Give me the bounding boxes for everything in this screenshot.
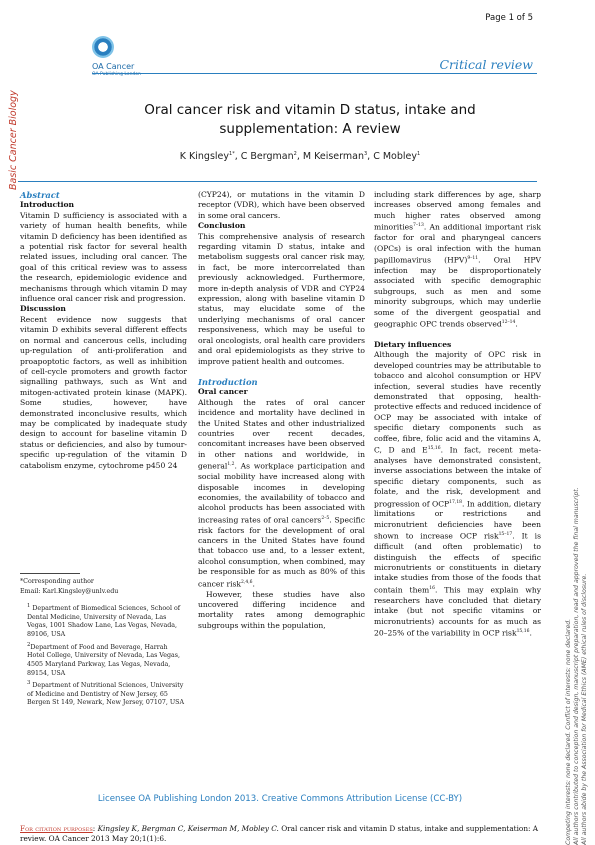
affiliation-sup: 3	[27, 680, 31, 687]
citation-authors: Kingsley K, Bergman C, Keiserman M, Mobley C.	[97, 824, 279, 833]
affiliation-text: Department of Nutritional Sciences, University of Medicine and Dentistry of New Jersey, 65 Bergen St 149, Newark, New Jersey, 07107, USA	[27, 682, 185, 707]
citation-ref: 15,16	[427, 445, 441, 451]
citation-label[interactable]: For citation purposes	[20, 824, 93, 833]
citation-ref: 2,4,6	[241, 579, 253, 585]
author-affil-sup: 1	[417, 151, 421, 157]
citation-ref: 2–5	[321, 515, 330, 521]
abstract-discussion-text: Recent evidence now suggests that vitamin D exhibits several different effects on normal and cancerous cells, including up-regulation of anti-proliferation and proapoptotic factors, as well as inhibition of cell-cycle promoters and growth factor signalling pathways, such as Wnt and mitogen-activated protein kinase (MAPK). Some studies, however, have demonstrated inconclusive results, which may be complicated by inadequate study design to account for baseline vitamin D status or deficiencies, and also by tumour-specific up-regulation of the vitamin D catabolism enzyme, cytochrome p450 24	[20, 314, 187, 470]
text-run: . Specific risk factors for the development of oral cancers in the United States have found that tobacco use and, to a lesser extent, alcohol consumption, when combined, may be responsible for as much as 80% of this cancer risk	[198, 515, 365, 589]
text-run: . This may explain why researchers have concluded that dietary intake (but not specific vitamins or micronutrients) accounts for as much as 20–25% of the variability in OCP risk	[374, 585, 541, 638]
affiliation-1	[20, 602, 187, 639]
footnotes	[20, 573, 187, 709]
category-label	[8, 60, 20, 190]
logo-name: OA Cancer	[92, 62, 135, 71]
spacer	[198, 367, 365, 377]
affiliation-2	[20, 641, 187, 678]
abstract-column	[20, 190, 187, 471]
journal-logo	[92, 36, 182, 77]
author-affil-sup: 1*	[229, 151, 235, 157]
affiliation-3	[20, 679, 187, 708]
citation-ref: 15,16	[516, 628, 530, 634]
citation-ref: 15–17	[498, 532, 513, 538]
citation-ref: 9–11	[467, 255, 479, 261]
body-paragraph: However, these studies have also uncovered differing incidence and mortality rates among demographic subgroups within the population,	[198, 589, 365, 630]
text-run: including stark differences by age, sharp increases observed among females and much higher rates observed among minorities	[374, 190, 541, 232]
abstract-discussion-heading: Discussion	[20, 304, 66, 314]
body-paragraph: Although the majority of OPC risk in developed countries may be attributable to tobacco and alcohol consumption or HPV infection, several studies have recently demonstrated that opposing, health-protective effects and reduced incidence of OCP may be associated with intake of specific dietary components such as coffee, fibre, folic acid and the vitamins A, C, D and E$^{15,16}$. In fact, recent meta-analyses have demonstrated consistent, inverse associations between the intake of specific dietary components, such as folate, and the risk, development and progression of OCP$^{17,18}$. In addition, dietary limitations or restrictions and micronutrient deficiencies have been shown to increase OCP risk$^{15-17}$. It is difficult (and often problematic) to distinguish the effects of specific micronutrients or constituents in dietary intake studies from those of the foods that contain them$^{16}$. This may explain why researchers have concluded that dietary intake (but not specific vitamins or micronutrients) accounts for as much as 20–25% of the variability in OCP risk$^{15,16}$.	[374, 350, 542, 638]
affiliation-sup: 1	[27, 603, 31, 610]
text-run: . Oral HPV infection may be disproportionately associated with specific demographic subgroups, such as men and some minority subgroups, which may underlie some of the divergent geospatial and geographic OPC trends observed	[374, 255, 541, 329]
abstract-discussion-cont: (CYP24), or mutations in the vitamin D receptor (VDR), which have been observed in some oral cancers.	[198, 190, 365, 220]
abstract-intro-heading: Introduction	[20, 200, 75, 210]
author-affil-sup: 2	[293, 151, 297, 157]
citation-ref: 7–13	[413, 223, 424, 229]
article-title: Oral cancer risk and vitamin D status, intake and supplementation: A review	[144, 102, 476, 137]
license-line: Licensee OA Publishing London 2013. Creative Commons Attribution License (CC-BY)	[97, 794, 463, 804]
author-list: K Kingsley$^{1*}$, C Bergman$^2$, M Keiserman$^3$, C Mobley$^1$	[179, 151, 421, 163]
text-run: . It is difficult (and often problematic) to distinguish the effects of specific micronutrients or constituents in dietary intake studies from those of the foods that contain them	[374, 531, 541, 595]
abstract-conclusion-text: This comprehensive analysis of research regarding vitamin D status, intake and metabolism suggests oral cancer risk may, in fact, be more intercorrelated than previously acknowledged. Furthermore, more in-depth analysis of VDR and CYP24 expression, along with baseline vitamin D status, may elucidate some of the underlying mechanisms of oral cancer responsiveness, which may be useful to oral oncologists, oral health care providers and oral epidemiologists as they strive to improve patient health and outcomes.	[198, 231, 365, 366]
citation-ref: 12–14	[501, 319, 516, 325]
author-name: C Bergman	[240, 151, 294, 163]
text-run: . In addition, dietary limitations or restrictions and micronutrient deficiencies have been shown to increase OCP risk	[374, 499, 541, 541]
text-run: . An additional important risk factor for oral and pharyngeal cancers (OPCs) is oral infection with the human papillomavirus (HPV)	[374, 222, 541, 265]
body-paragraph: Although the rates of oral cancer incidence and mortality have declined in the United States and other industrialized countries over recent decades, concomitant increases have been observed in other nations and worldwide, in general$^{1,2}$. As workplace participation and social mobility have increased along with disposable incomes in developing economies, the availability of tobacco and alcohol products has been associated with increasing rates of oral cancers$^{2-5}$. Specific risk factors for the development of oral cancers in the United States have found that tobacco use and, to a lesser extent, alcohol consumption, when combined, may be responsible for as much as 80% of this cancer risk$^{2,4,6}$.	[198, 397, 365, 589]
introduction-heading: Introduction	[198, 376, 258, 387]
author-name: M Keiserman	[302, 151, 364, 163]
competing-interests-note: Competing interests: none declared. Conflict of interests: none declared.	[565, 618, 572, 845]
corresponding-author: *Corresponding author	[20, 578, 94, 585]
citation-ref: 1,2	[227, 462, 235, 468]
spacer	[374, 330, 541, 340]
contribution-note: All authors contributed to conception and design, manuscript preparation, read and approved the final manuscript.	[573, 487, 580, 845]
affiliation-text: Department of Food and Beverage, Harrah Hotel College, University of Nevada, Las Vegas, 4505 Maryland Parkway, Las Vegas, Nevada, 89154, USA	[27, 643, 181, 677]
page-number: Page 1 of 5	[485, 13, 533, 23]
text-run: Although the rates of oral cancer incidence and mortality have declined in the United States and other industrialized countries over recent decades, concomitant increases have been observed in other nations and worldwide, in general	[198, 397, 365, 471]
dietary-influences-heading: Dietary influences	[374, 339, 452, 349]
logo-icon	[92, 36, 114, 58]
affiliation-text: Department of Biomedical Sciences, School of Dental Medicine, University of Nevada, Las Vegas, 1001 Shadow Lane, Las Vegas, Nevada, 89106, USA	[27, 605, 181, 639]
text-run: . In fact, recent meta-analyses have demonstrated consistent, inverse associations between the intake of specific dietary components, such as folate, and the risk, development and progression of OCP	[374, 445, 542, 509]
citation-text: Oral cancer risk and vitamin D status, intake and supplementation: A review. OA Cancer 2013 May 20;1(1):6.	[20, 824, 539, 843]
ethics-note: All authors abide by the Association for Medical Ethics (AME) ethical rules of disclosure.	[581, 573, 588, 845]
text-run: Although the majority of OPC risk in developed countries may be attributable to tobacco and alcohol consumption or HPV infection, several studies have recently demonstrated that opposing, health-protective effects and reduced incidence of OCP may be associated with intake of specific dietary components such as coffee, fibre, folic acid and the vitamins A, C, D and E	[374, 350, 541, 455]
body-column-3	[374, 190, 541, 639]
citation-block: For citation purposes: Kingsley K, Bergman C, Keiserman M, Mobley C. Oral cancer risk and vitamin D status, intake and supplementation: A review. OA Cancer 2013 May 20;1(1):6.	[20, 824, 539, 843]
section-label: Critical review	[439, 57, 533, 72]
body-column-2	[198, 190, 365, 631]
category-label-text: Basic Cancer Biology	[8, 90, 19, 190]
header-divider	[92, 73, 537, 74]
author-name: C Mobley	[373, 151, 418, 163]
abstract-conclusion-heading: Conclusion	[198, 221, 246, 231]
body-paragraph: including stark differences by age, sharp increases observed among females and much higher rates observed among minorities$^{7-13}$. An additional important risk factor for oral and pharyngeal cancers (OPCs) is oral infection with the human papillomavirus (HPV)$^{9-11}$. Oral HPV infection may be disproportionately associated with specific demographic subgroups, such as men and some minority subgroups, which may underlie some of the divergent geospatial and geographic OPC trends observed$^{12-14}$.	[374, 190, 541, 329]
abstract-intro-text: Vitamin D sufficiency is associated with a variety of human health benefits, while vitamin D deficiency has been identified as a potential risk factor for several health related issues, including oral cancer. The goal of this critical review was to assess the research, epidemiologic evidence and mechanisms through which vitamin D may influence oral cancer risk and progression.	[20, 210, 187, 304]
author-affil-sup: 3	[363, 151, 368, 157]
footnote-rule	[20, 573, 80, 574]
logo-subtitle: OA Publishing London	[92, 72, 141, 77]
abstract-heading: Abstract	[20, 190, 60, 200]
author-name: K Kingsley	[179, 151, 230, 163]
citation-ref: 17,18	[449, 499, 463, 505]
side-disclosure	[565, 487, 589, 845]
title-divider	[18, 181, 537, 182]
author-email[interactable]: Email: Karl.Kingsley@unlv.edu	[20, 587, 119, 595]
affiliation-sup: 2	[27, 641, 31, 648]
text-run: . As workplace participation and social mobility have increased along with disposable incomes in developing economies, the availability of tobacco and alcohol products has been associated with increasing rates of oral cancers	[198, 461, 365, 525]
citation-ref: 16	[429, 585, 435, 591]
oral-cancer-heading: Oral cancer	[198, 387, 248, 397]
